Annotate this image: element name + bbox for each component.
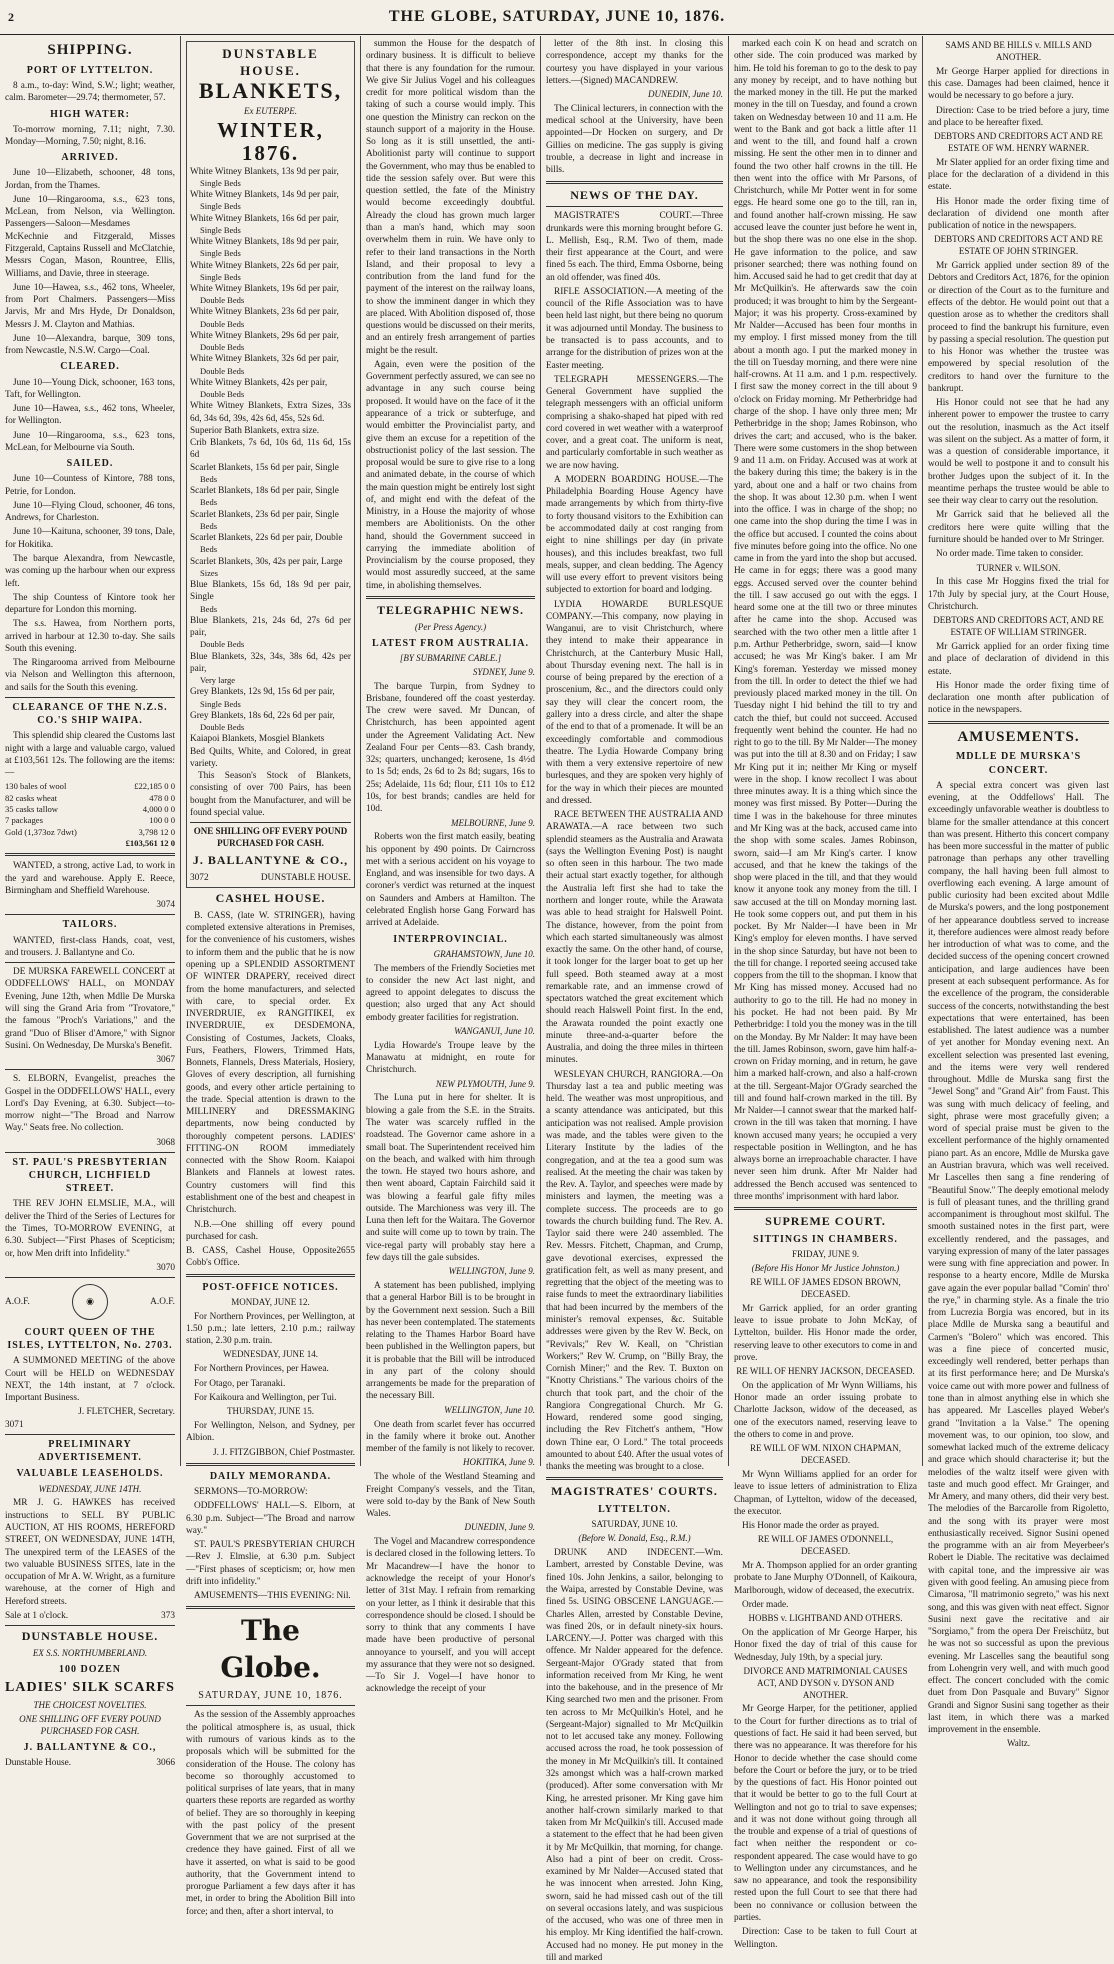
shipping-note: The ship Countess of Kintore took her departure for London this morning.: [5, 592, 175, 616]
case-text: His Honor made the order fixing time of declaration one month after publication of notice in the newspapers.: [928, 680, 1109, 716]
magistrates-report: DRUNK AND INDECENT.—Wm. Lambert, arrested by Constable Devine, was fined 10s. John Jenkins, a sailor, belonging to the Waipa, arrested by Constable Devine, was fined 5s. USING OBSCENE LANGUAGE.—Charles Allen, arrested by Constable Devine, was fined 20s, or in default ninety-six hours. LARCENY.—J. Potter was charged with this offence. Mr Nalder appeared for the defence. Sergeant-Major O'Grady stated that from information received from Mr King, he went into the bakehouse, and in the presence of Mr King searched two men and the prisoner. From ten across to Mr McQuilkin's Hotel, and he (Sergeant-Major) signalled to Mr McQuilkin not to let accused take any money. Following accused across the road, he took possession of the money in Mr McQuilkin's till. It contained 32s amongst which was a half-crown marked (produced). After some conversation with Mr King, he arrested prisoner. Mr King gave him another half-crown similarly marked to that taken from Mr McQuilkin's till. Accused made a statement to the effect that he had been given it by Mr McQuilkin, that morning, for change. Also had a pint of beer on credit. Cross-examined by Mr Nalder—Accused stated that he was innocent when arrested. John King, sworn, said he had missed cash out of the till on several occasions lately, and was suspicious of the accused, who was one of three men in his employ. Mr King identified the half-crown. Accused had no money. He put money in the till and marked: [546, 1548, 723, 1963]
post-day: MONDAY, JUNE 12.: [231, 1296, 310, 1307]
dateline: SYDNEY, June 9.: [472, 666, 535, 677]
silk-scarfs-heading: LADIES' SILK SCARFS: [5, 1680, 175, 1695]
winter-heading: WINTER, 1876.: [217, 118, 324, 166]
shipping-note: The barque Alexandra, from Newcastle, was coming up the harbour when our express left.: [5, 553, 175, 589]
cashel-nb: N.B.—One shilling off every pound purchased for cash.: [186, 1219, 355, 1242]
post-notice: For Wellington, Nelson, and Sydney, per Albion.: [186, 1421, 355, 1444]
sydney-news: The barque Turpin, from Sydney to Brisbane, foundered off the coast yesterday. The crew were saved. Mr Duncan, of Christchurch, has been appointed agent under the Agreement Validating Act. New Zealand Four per Cents—83. Cash brandy, 32s; quarters, unchanged; kerosene, 1s 4½d to 1s 5d; ends, 2s 6d to 2s 8d; sugars, 16s to 25s; Adelaide, 11s 6d; flour, £11 10s to £12 10s, for best brands; candles are held for 10d.: [366, 681, 535, 815]
post-notice: For Northern Provinces, per Wellington, at 1.50 p.m.; late letters, 2.10 p.m.; railway station, 2.30 p.m. train.: [186, 1311, 355, 1347]
case-text: Mr Garrick applied for an order fixing time and place of declaration of dividend in this estate.: [928, 641, 1109, 677]
ad-number: 3070: [156, 1262, 175, 1273]
blanket-price-list: [190, 166, 351, 771]
news-item: LYDIA HOWARDE BURLESQUE COMPANY.—This company, now playing in Wanganui, are to visit Christchurch, where they intend to make their appearance in Christchurch, at the Canterbury Music Hall, about Thursday evening next. The hall is in course of being prepared by the erection of a proscenium, &c., and the directors could only say they will clear the concert room, the gallery into a dress circle, and alter the shape of the end to that of a promenade. It will be an exceedingly comfortable and commodious theatre. The Lydia Howarde Company bring with them a very extensive repertoire of new burlesques, and they are spoken very highly of for the way in which their pieces are mounted and dressed.: [546, 599, 723, 806]
concert-review-end: Waltz.: [1006, 1738, 1030, 1749]
cashel-footer: B. CASS, Cashel House, Opposite Cobb's Office. 2655: [186, 1246, 355, 1269]
case-title: DEBTORS AND CREDITORS ACT, AND RE ESTATE OF WILLIAM STRINGER.: [933, 615, 1104, 638]
arrival-entry: June 10—Alexandra, barque, 309 tons, from Newcastle, N.S.W. Cargo—Coal.: [5, 333, 175, 357]
auction-footer: Sale at 1 o'clock. 373: [5, 1610, 175, 1621]
ballantyne-signature: J. BALLANTYNE & CO.,: [192, 852, 349, 867]
blanket-item: Grey Blankets, 12s 9d, 15s 6d per pair, Single Beds: [190, 687, 335, 709]
wellington-news: A statement has been published, implying that a general Harbor Bill is to be brought in by the Government next session. Such a Bill has never been contemplated. The statements relating to the Thames Harbor Board have been published in the Wellington papers, but it is probable that the Bill will be introduced in any part of the colony should arrangements be made for the preparation of the necessary Bill.: [366, 1281, 535, 1402]
column-1: [0, 36, 180, 1769]
court-date: FRIDAY, JUNE 9.: [791, 1249, 860, 1260]
case-text: On the application of Mr Wynn Williams, his Honor made an order issuing probate to Charlotte Jackson, widow of the deceased, as one of the executors named, reserving leave to the others to come in and prove.: [734, 1380, 917, 1441]
post-day: THURSDAY, JUNE 15.: [226, 1406, 315, 1417]
case-text: Mr Garrick said that he believed all the creditors here were quite willing that the furniture should be handed over to Mr Stringer.: [928, 510, 1109, 546]
ad-number: 3074: [156, 900, 175, 911]
blanket-item: Blue Blankets, 15s 6d, 18s 9d per pair, Single Beds: [190, 580, 351, 614]
clearance-heading: CLEARANCE OF THE N.Z.S. CO.'S SHIP WAIPA.: [12, 701, 168, 727]
dateline: HOKITIKA, June 9.: [463, 1457, 535, 1468]
weather-report: 8 a.m., to-day: Wind, S.W.; light; weather, calm. Barometer—29.74; thermometer, 57.: [5, 80, 175, 104]
case-title: DEBTORS AND CREDITORS ACT AND RE ESTATE OF WM. HENRY WARNER.: [934, 131, 1103, 153]
blanket-item: Blue Blankets, 32s, 34s, 38s 6d, 42s per pair, Very large: [190, 651, 351, 686]
post-notice: For Northern Provinces, per Hawea.: [194, 1364, 329, 1375]
dateline: WELLINGTON, June 10.: [444, 1404, 535, 1415]
case-title: HOBBS v. LIGHTBAND AND OTHERS.: [748, 1613, 903, 1624]
case-text: Mr Slater applied for an order fixing time and place for the declaration of a dividend in this estate.: [928, 157, 1109, 193]
hawkes-auction-ad: MR J. G. HAWKES has received instructions to SELL BY PUBLIC AUCTION, AT HIS ROOMS, HEREFORD STREET, ON WEDNESDAY, JUNE 14TH, The unexpired term of the LEASES of the two valuable BUSINESS SITES, late in the occupation of Mr A. W. Wright, as a furniture warehouse, at the corner of High and Hereford streets.: [5, 1498, 175, 1607]
australia-heading: LATEST FROM AUSTRALIA.: [372, 637, 529, 649]
case-title: RE WILL OF WM. NIXON CHAPMAN, DECEASED.: [749, 1443, 902, 1466]
elborn-ad: S. ELBORN, Evangelist, preaches the Gospel in the ODDFELLOWS' HALL, every Lord's Day Evening, at 6.30. Subject—to-morrow night—"The Broad and Narrow Way." Seats free. No collection.: [5, 1074, 175, 1134]
leader-article: As the session of the Assembly approaches the political atmosphere is, as usual, thick with rumours of various kinds as to the proposals which will be submitted for the consideration of the House. The colony has become so thoroughly accustomed to political surprises of late years, that in many quarters these reports are regarded as worthy of belief. They are so thoroughly in keeping with the past policy of the present Government that we are not surprised at the credence they have gained. First of all we have it asserted, on what is said to be good authority, that the Government intend to prorogue Parliament a few days after it has met, in order to bring the Abolition Bill into force; and then, after a short interval, to: [186, 1710, 355, 1917]
dunstable-blankets-ad: [186, 41, 355, 888]
blanket-item: White Witney Blankets, 14s 9d per pair, Single Beds: [190, 190, 339, 212]
high-water-heading: HIGH WATER:: [50, 108, 130, 120]
case-text: His Honor made the order fixing time of declaration of dividend one month after publication of notice in the newspapers.: [928, 196, 1109, 232]
leaseholds-heading: VALUABLE LEASEHOLDS.: [16, 1468, 164, 1480]
column-3: [360, 36, 540, 1695]
dunstable-heading: DUNSTABLE HOUSE.: [21, 1629, 159, 1644]
blankets-heading: BLANKETS,: [198, 78, 343, 104]
dateline: MELBOURNE, June 9.: [451, 817, 535, 828]
demurska-concert-ad: DE MURSKA FAREWELL CONCERT at ODDFELLOWS' HALL, on MONDAY Evening, June 12th, when Mdlle De Murska will sing the Grand Aria from "Trovatore," the famous "Proch's Variations," and the grand "Duo of Bliser d'Amore," with Signor Susini. On Wednesday, De Murska's Benefit.: [5, 967, 175, 1051]
wanganui-news: Lydia Howarde's Troupe leave by the Manawatu at midnight, en route for Christchurch.: [366, 1040, 535, 1076]
news-item: TELEGRAPH MESSENGERS.—The General Government have supplied the telegraph messengers with an official uniform comprising a shako-shaped hat piped with red cord covered in wet weather with a waterproof cover, and a great coat. The uniform is neat, and particularly comfortable in such weather as we are now having.: [546, 374, 723, 471]
column-2: [180, 36, 360, 1917]
ad-number: 3067: [156, 1055, 175, 1066]
stock-note: This Season's Stock of Blankets, consisting of over 700 Pairs, has been bought from the Manufacturer, and will be found special value.: [190, 771, 351, 818]
page-number: 2: [8, 10, 15, 24]
case-title: DIVORCE AND MATRIMONIAL CAUSES ACT, AND DYSON v. DYSON AND ANOTHER.: [743, 1665, 908, 1700]
sailed-entry: June 10—Kaituna, schooner, 39 tons, Dale, for Hokitika.: [5, 527, 175, 550]
dunedin-news: The Vogel and Macandrew correspondence is declared closed in the following letters. To Mr Macandrew—I have the honor to acknowledge the receipt of your Honor's letter of 31st May. I refrain from remarking on your letter, as I think it desirable that this correspondence should be closed. I should be sorry to think that any comments I have made have been productive of personal annoyance to yourself, and you will accept my assurance that they were not so designed.—To Sir J. Vogel—I have honor to acknowledge the receipt of your: [366, 1537, 535, 1695]
ship-source: Ex EUTERPE.: [244, 105, 297, 116]
blanket-item: White Witney Blankets, 32s 6d per pair, Double Beds: [190, 354, 339, 376]
grahamstown-news: The members of the Friendly Societies met to consider the new Act last night, and agreed to appoint delegates to discuss the question; also urged that any Act should embody greater facilities for registration.: [366, 963, 535, 1023]
concert-review: A special extra concert was given last evening, at the Oddfellows' Hall. The exceedingly unfavorable weather is doubtless to blame for the smaller attendance at this concert than was present. Hitherto this concert company has been more successful in the matter of public patronage than perhaps any other travelling company, the hall having been full almost to overflowing each evening. A large amount of public curiosity had been excited about Mdlle de Murska's powers, and the long postponement of her appearance doubtless served to increase it, therefore audiences were almost ready before her introduction of what was to come, and the decided success of the opening concert crowned anticipation, and large audiences have been present at each subsequent performance. As for the excellence of the program, the considerable success of the concerts, notwithstanding the best expectations that were entertained, has been established. The latest audience was a number of yet another for Monday evening next. An excellent selection was presented last evening, and the items were very well rendered throughout. Mdlle de Murska sang first the "Jewel Song" and "Grand Air" from Faust. This was sung with much delicacy of feeling, and sight, phrase were most gracefully given; a word of special praise must be given to the excellent performance of the highly ornamented piano part. As an encore, Mdlle de Murska gave an Austrian bravura, which was well received. Mr Lascelles then sang a fine rendering of "Beautiful Snow." The deeply emotional melody is full of pleasant tunes, and the thrilling grand accompaniment is throughout most skilful. The smooth sustained notes in the first part, were excellently rendered, and the passages, and varying expression of many of the later passages were sung with fine appreciation and power. In response to a hearty encore, Mdlle de Murska gave again the ever popular ballad "Comin' thro' the rye," in charming style. As a finale the trio from Lucrezia Borgia was encored, but in its place Mdlle de Murska sang a beautiful and Carmen's "Bolero" which was encored. This was a fine piece of concerted music, exceedingly well rendered, better perhaps than at its first performance here; and De Murska's voice came out with more power and fullness of tone than in almost anything else in which she has appeared. Mr Lascelles played Weber's grand "Invitation a la Valse." The opening movement was, to our opinion, too slow, and somewhat lacked much of the extreme delicacy and grace which should characterise it; but the melodies of the waltz itself were given with taste and much good effect. Mr Grainger, and Mr Amery, and many others, did their very best. The melodies of the Barcarolle from Rigoletto, and the song with its prayer were most enthusiastically received. Signor Susini opened the programme with an air from Meyerbeer's Robert le Diable. The recitative was declaimed with capital tone, and the impressive air was given with good feeling. An amusing piece from Cimarosa, "Il matrimonio segreto," was his next song, and this was given with neat effect. Signor Susini next gave the recitative and air "Sorgiamo," from the opera Der Freischütz, but he was not so successful as upon the previous evening. Mr Lascelles sang the beautiful song from Lohengrin very well, and with much good effect. The concert concluded with the comic duet from Don Pasquale and Buvary" Signor Grandi and Signor Susini sang together as their last item, in which there was a marked improvement in the ensemble.: [928, 780, 1109, 1736]
dateline: WANGANUI, June 10.: [454, 1025, 535, 1036]
court-bench: (Before W. Donald, Esq., R.M.): [578, 1533, 691, 1544]
cashel-ad: B. CASS, (late W. STRINGER), having completed extensive alterations in Premises, for the convenience of his customers, wishes to inform them and the public that he is now opening up a SPLENDID ASSORTMENT OF WINTER DRAPERY, received direct from the home manufacturers, and selected with care, to special order. Ex INVERDRUIE, ex RANGITIKEI, ex INVERDRUIE, ex DESDEMONA, Consisting of Costumes, Jackets, Cloaks, Furs, Feathers, Flowers, Trimmed Hats, Bonnets, Flannels, Dress Materials, Hosiery, Gloves of every description, all furnishing goods, and every other article pertaining to the trade. Special attention is drawn to the MILLINERY and DRESSMAKING departments, now being conducted by thoroughly competent persons. LADIES' FITTING-ON ROOM immediately connected with the Show Room. Kaiapoi Blankets and Flannels at lowest rates. Country customers will find this establishment one of the best and cheapest in Christchurch.: [186, 910, 355, 1216]
memo-entry: AMUSEMENTS—THIS EVENING: Nil.: [194, 1591, 351, 1602]
leaseholds-date: WEDNESDAY, JUNE 14TH.: [38, 1483, 142, 1494]
concert-heading: MDLLE DE MURSKA'S CONCERT.: [955, 751, 1082, 776]
st-pauls-heading: ST. PAUL'S PRESBYTERIAN CHURCH, LICHFIELD STREET.: [12, 1156, 168, 1195]
court-bench: (Before His Honor Mr Justice Johnston.): [751, 1263, 900, 1274]
case-text: In this case Mr Hoggins fixed the trial for 17th July by special jury, at the Court House, Christchurch.: [928, 577, 1109, 612]
cleared-entry: June 10—Ringarooma, s.s., 623 tons, McLean, for Melbourne via South.: [5, 430, 175, 453]
court-notice: A SUMMONED MEETING of the above Court will be HELD on WEDNESDAY NEXT, the 14th instant, at 7 o'clock. Important Business.: [5, 1356, 175, 1404]
memo-entry: ODDFELLOWS' HALL—S. Elborn, at 6.30 p.m. Subject—"The Broad and narrow way.": [186, 1501, 355, 1536]
melbourne-news: Roberts won the first match easily, beating his opponent by 490 points. Dr Cairncross met with a serious accident on his voyage to England, and was insensible for two days. A coroner's verdict was returned at the inquest on Saunders and Ambers at Hamilton. The celebrated English horse Gang Forward has arrived at Adelaide.: [366, 832, 535, 929]
shipping-heading: SHIPPING.: [47, 42, 133, 58]
case-text: Mr Garrick applied, for an order granting leave to issue probate to John McKay, of Lyttelton, builder. His Honor made the order, reserving leave to other executors to come in and prove.: [734, 1303, 917, 1363]
dozen-count: 100 DOZEN: [58, 1663, 122, 1675]
columns: [0, 36, 1114, 1963]
leader-article-cont: summon the House for the despatch of ordinary business. It is difficult to believe that there is any foundation for the rumour. We give Sir Julius Vogel and his colleagues credit for more political wisdom than the taking of such a course would imply. This one question the Ministry can reckon on the staunch support of a majority in the House. So long as it is still unsettled, the anti-Abolitionist party will continue to support the Government, who may thus be enabled to tide the session safely over. But were this question settled, the fate of the Ministry would become exceedingly doubtful. Already the cloud has grown much larger than a man's hand, which may soon overwhelm them in ruin. We have only to refer to their land transactions in the North Island, and their proposal to levy a contribution from the land fund for the payment of the interest on the railway loans, to show the imminent danger in which they are placed. With Abolition disposed of, those questions would be discussed on their merits, and an entirely fresh arrangement of parties might be the result.: [366, 39, 535, 356]
dateline: DUNEDIN, June 10.: [648, 89, 723, 100]
case-text: Direction: Case to be tried before a jury, time and place to be hereafter fixed.: [928, 105, 1109, 128]
memo-entry: SERMONS—TO-MORROW:: [194, 1487, 308, 1497]
post-notice: For Kaikoura and Wellington, per Tui.: [194, 1392, 337, 1403]
case-text: Mr A. Thompson applied for an order granting probate to Jane Murphy O'Donnell, of Kaikoura, Marlborough, widow of deceased, the executrix.: [734, 1561, 917, 1596]
court-signature: J. FLETCHER, Secretary.: [78, 1407, 175, 1418]
press-agency-line: (Per Press Agency.): [414, 621, 487, 632]
shipping-note: The Ringarooma arrived from Melbourne via Nelson and Wellington this afternoon, and sails for the South this evening.: [5, 658, 175, 693]
aof-banner: [5, 1281, 175, 1323]
blanket-item: White Witney Blankets, 18s 9d per pair, Single Beds: [190, 237, 339, 259]
case-text: On the application of Mr George Harper, his Honor fixed the day of trial of this cause for Wednesday, July 19th, by a special jury.: [734, 1628, 917, 1663]
novelties-line: THE CHOICEST NOVELTIES.: [33, 1700, 147, 1711]
lyttelton-heading: LYTTELTON.: [598, 1504, 671, 1516]
blanket-item: Superior Bath Blankets, extra size.: [190, 425, 320, 436]
dunstable-heading: DUNSTABLE HOUSE.: [222, 46, 319, 79]
preliminary-heading: PRELIMINARY ADVERTISEMENT.: [38, 1439, 142, 1464]
cleared-heading: CLEARED.: [60, 361, 120, 373]
blanket-item: Scarlet Blankets, 22s 6d per pair, Double Beds: [190, 533, 343, 555]
amusements-heading: AMUSEMENTS.: [957, 728, 1080, 745]
aof-label: A.O.F.: [150, 1296, 175, 1307]
ad-number: 3068: [156, 1137, 175, 1148]
aof-label: A.O.F.: [5, 1296, 30, 1307]
news-item: RIFLE ASSOCIATION.—A meeting of the council of the Rifle Association was to have been held last night, but there being no quorum it was adjourned until Monday. The business to be transacted is to pass accounts, and to arrange for the distribution of prizes won at the Easter meeting.: [546, 286, 723, 371]
clearance-total: £103,561 12 0: [125, 838, 175, 849]
masthead: [0, 0, 1114, 35]
case-title: RE WILL OF HENRY JACKSON, DECEASED.: [736, 1366, 915, 1377]
arrival-entry: June 10—Ringarooma, s.s., 623 tons, McLean, from Nelson, via Wellington. Passengers—Saloon—Mesdames McKechnie and Fitzgerald, Misses Fitzgerald, Captains Russell and McClatchie, Messrs Cogan, Mason, Rountree, Ellis, Williams, and Davie, three in steerage.: [5, 194, 175, 279]
telegraphic-heading: TELEGRAPHIC NEWS.: [376, 602, 525, 617]
arrived-heading: ARRIVED.: [61, 152, 119, 164]
blanket-item: White Witney Blankets, 23s 6d per pair, Double Beds: [190, 307, 339, 329]
court-heading: COURT QUEEN OF THE ISLES, LYTTELTON, No. 2703.: [7, 1327, 173, 1352]
arrival-entry: June 10—Elizabeth, schooner, 48 tons, Jordan, from the Thames.: [5, 168, 175, 191]
news-item: WESLEYAN CHURCH, RANGIORA.—On Thursday last a tea and public meeting was held. The weather was most unpropitious, and a scanty attendance was anticipated, but this anticipation was not realised. Ample provision was made, and the tables were given to the Literary Institute by the ladies of the congregation, and at the tea a good sum was realised. At the meeting the chair was taken by the Rev. A. Taylor, and speeches were made by ministers and laymen, the meeting was a complete success. The proceeds are to go towards the church building fund. The Rev. A. Taylor said there were 240 assembled. The Rev. Messrs. Fitchett, Chapman, and Crump, gave devotional exercises, expressed the gratification felt, as well as many present, and regretting that the object of the meeting was to raise funds to meet the extraordinary liabilities that had been incurred by the members of the minister's removal expenses, &c. Suitable addresses were given by the Rev W. Beck, on "Revivals;" Rev W. Keall, on "Christian Workers;" Rev W. Crump, on "Billy Bray, the Cornish Miner;" and the Rev. T. Buxton on "Knotty Christians." The various choirs of the church that took part, and the choir of the Rangiora Congregational Church. Mr G. Howard, rendered some good singing, including the Rev Fitchett's anthem, "How down Thine ear, O Lord." The total proceeds amounted to about £40. After the usual votes of thanks the meeting was brought to a close.: [546, 1069, 723, 1473]
sailed-heading: SAILED.: [66, 458, 114, 470]
news-item: A MODERN BOARDING HOUSE.—The Philadelphia Boarding House Agency have made arrangements by which from thirty-five to forty thousand visitors to the Exhibition can be accommodated daily at cost ranging from eight to nine shillings per day (in private houses), and this includes breakfast, two full meals, supper, and clean bedding. The Agency will use every effort to prevent visitors being subjected to extortion for board and lodging.: [546, 474, 723, 596]
magistrates-heading: MAGISTRATES' COURTS.: [551, 1484, 718, 1499]
cash-discount: ONE SHILLING OFF EVERY POUND PURCHASED FOR CASH.: [19, 1714, 161, 1737]
shipping-note: The s.s. Hawea, from Northern ports, arrived in harbour at 12.30 to-day. She sails South this evening.: [5, 619, 175, 654]
post-office-heading: POST-OFFICE NOTICES.: [202, 1281, 339, 1293]
blanket-item: Grey Blankets, 18s 6d, 22s 6d per pair, Double Beds: [190, 710, 335, 733]
ballantyne-footer: Dunstable House. 3066: [5, 1758, 175, 1769]
memo-entry: ST. PAUL'S PRESBYTERIAN CHURCH—Rev J. Elmslie, at 6.30 p.m. Subject—"First phases of scepticism; or, how men drift into infidelity.": [186, 1540, 355, 1587]
case-text: Mr George Harper applied for directions in this case. Damages had been claimed, hence it would be necessary to go before a jury.: [928, 66, 1109, 102]
postmaster-signature: J. J. FITZGIBBON, Chief Postmaster.: [212, 1447, 355, 1458]
cashel-heading: CASHEL HOUSE.: [215, 891, 326, 906]
cleared-entry: June 10—Young Dick, schooner, 163 tons, Taft, for Wellington.: [5, 377, 175, 400]
dateline: NEW PLYMOUTH, June 9.: [435, 1078, 535, 1089]
case-text: His Honor could not see that he had any inherent power to empower the trustee to carry out the resolution, inasmuch as the Act itself was silent on the subject. As a matter of form, it was a question of considerable importance, it would be well to postpone it and to consult his brother Judges upon the subject of it. In the meantime perhaps the trustee would be able to see their way clear to carry out the resolution.: [928, 398, 1109, 507]
supreme-court-heading: SUPREME COURT.: [765, 1214, 886, 1229]
high-water-times: To-morrow morning, 7.11; night, 7.30. Monday—Morning, 7.50; night, 8.16.: [5, 124, 175, 147]
dateline: GRAHAMSTOWN, June 10.: [433, 948, 535, 959]
case-text: No order made. Time taken to consider.: [936, 549, 1084, 560]
masthead-title: THE GLOBE, SATURDAY, JUNE 10, 1876.: [388, 8, 726, 25]
blanket-item: White Witney Blankets, 22s 6d per pair, Single Beds: [190, 260, 339, 282]
blanket-item: Scarlet Blankets, 15s 6d per pair, Single Beds: [190, 462, 339, 484]
column-4: [540, 36, 728, 1963]
clearance-item: 35 casks tallow 4,000 0 0: [5, 804, 175, 815]
blanket-item: White Witney Blankets, Extra Sizes, 33s 6d, 34s 6d, 39s, 42s 6d, 45s, 52s 6d.: [190, 401, 351, 424]
blanket-item: Bed Quilts, White, and Colored, in great variety.: [190, 746, 351, 769]
magistrates-report-cont: marked each coin K on head and scratch on other side. The coin produced was marked by him. He told his foreman to go to the desk to pay any money by receipt, and to have nothing but the marked money in the till. He put the marked money in the till on Tuesday, and found a crown taken on Wednesday between 10 and 11 a.m. He went to the Bank and got back a little after 11 and went to the till, and found half a crown missing. He sent the other men in to dinner and found the two other half crowns in the till. He then went into the office with Mr Parsons, of Christchurch, while Mr Potter went in for some eggs. He heard some one go to the till, ran in, and found another half-crown missing. He saw accused leave the counter just before he went in, but the shop there was no one else in the shop. He gave information to the police, and saw prisoner searched; there was nothing found on him. Accused said he had to get credit that day at Mr McQuilkin's. He afterwards saw the coin produced; it was brought to him by the Sergeant-Major; it was his property. Cross-examined by Mr Nalder—Accused has been four months in my employ. I first missed money from the till about a month ago. I put the marked money in the till on Tuesday morning, and there were nine half-crowns. At 11 a.m. and 1 p.m. respectively. I first saw the money correct in the till about 9 o'clock on Friday morning. Mr Petherbridge had charge of the shop. I have only three men; Mr Petherbridge in the shop; James Robinson, who drives the cart; and accused, who is the baker. There were some customers in the shop between 9 and 11 a.m. on Friday. Accused was at work at the bakery during this time; the bakery is in the yard, about one and a half or two chains from the shop. It was about 12.30 p.m. when I went into the office. I was in charge of the shop; no one came into the shop during the time I was in the office but accused. I counted the coins about five minutes before going into the office. No one came in from the yard into the shop but accused. He came in for eggs; there was a good many eggs. Accused served over the counter behind the till. I saw accused go out with the eggs. I heard some one at the till two or three minutes after he came into the shop. Accused was searched with the two other men a little after 1 p.m. Arthur Petherbridge, sworn, said—I know accused; he was Mr King's baker. I am Mr King's foreman. Yesterday we missed money from the till. In order to detect the thief we had previously placed marked money in the till. On Tuesday night I hid behind the till to try and catch the thief, but could not succeed. Accused frequently went behind the counter. He had no right to go to the till. By Mr Nalder—The money was put into the till at 8.30 and on Friday; I saw Mr King put it in; neither Mr King or myself were in the shop. I know recollect I was about three minutes away. It is a thing which since the money was first missed. By Potter—During the time I was in the bakehouse for three minutes and Mr King was at the back, accused came into the shop with some scales. James Robinson, sworn, said—I am Mr King's carter. I know accused, and that he knew the takings of the shop were placed in the till, and that they would know it anyone took any money from the till. I saw accused at the till on Monday morning last. He took some coppers out, and put them in his pocket. By Mr Nalder—I have been in Mr King's employ for eleven months. I have served in the shop since Saturday, but have not been to the till for change. I reported seeing accused take coppers from the till to the shopman. I know that Mr King has missed money. Accused had no authority to go to the till. He had no money in his pocket. He had not been paid. By Mr Petherbridge: I told you the money was in the till on the Monday. By Mr Nalder: It may have been the till. James Robinson, sworn, gave him half-a-crown on Friday morning, and in return, he gave him a marked half-crown, and also a half-crown at the till. Sergeant-Major O'Grady searched the till and found half-crown marked in the till. By Mr Nalder—I cannot swear that the marked half-crown in the till was taken that morning. I have known accused many years; he occupied a very respectable position in Wellington, and he has always borne an irreproachable character. I have never seen him drunk. After Mr Nalder had addressed the Bench accused was sentenced to three months' imprisonment with hard labor.: [734, 39, 917, 1202]
blanket-item: Scarlet Blankets, 23s 6d per pair, Single Beds: [190, 509, 339, 531]
ship-source: EX S.S. NORTHUMBERLAND.: [32, 1647, 148, 1658]
blanket-item: White Witney Blankets, 42s per pair, Double Beds: [190, 377, 328, 400]
memoranda-heading: DAILY MEMORANDA.: [209, 1470, 332, 1482]
clearance-item: Gold (1,373oz 7dwt) 3,798 12 0: [5, 826, 175, 837]
news-item: RACE BETWEEN THE AUSTRALIA AND ARAWATA.—A race between two such splendid steamers as the Australia and Arawata (says the Wellington Evening Post) is naught so often seen in this harbour. The two made their actual start exactly together, for although the Australia left first she had to take the northern and longer route, while the Arawata was able to head straight for Halswell Point. The distance, however, from the point from which each started simultaneously was almost exactly the same. On the other hand, of course, it took longer for the larger boat to get up her full speed. Both steamed away at a most remarkable rate, and an immense crowd of spectators watched the great excitement which should reach Halswell Point first. In the end, the Arawata rounded the point exactly one minute three-and-a-quarter before the Australia, and doing the three miles in thirteen minutes.: [546, 810, 723, 1066]
globe-dateline: SATURDAY, JUNE 10, 1876.: [198, 1690, 343, 1702]
dunedin-news-cont: letter of the 8th inst. In closing this correspondence, accept my thanks for the courtesy you have displayed in your various letters.—(Signed) MACANDREW.: [546, 39, 723, 86]
case-text: Mr Garrick applied under section 89 of the Debtors and Creditors Act, 1876, for the opinion or direction of the Court as to the furniture and effects of the debtor. He would point out that a question arose as to whether the creditors shall proceed to find the bankrupt his furniture, even by passing a special resolution. The question put to his Honor was whether the trustee was empowered by special resolution of the creditors to hand over the furniture to the bankrupt.: [928, 261, 1109, 394]
blanket-item: White Witney Blankets, 13s 9d per pair, Single Beds: [190, 166, 339, 188]
hokitika-news: The whole of the Westland Steaming and Freight Company's vessels, and the Titan, were sold to-day by the Bank of New South Wales.: [366, 1472, 535, 1520]
blanket-item: White Witney Blankets, 29s 6d per pair, Double Beds: [190, 330, 339, 353]
blanket-item: Blue Blankets, 21s, 24s 6d, 27s 6d per pair, Double Beds: [190, 615, 351, 650]
dateline: DUNEDIN, June 9.: [464, 1522, 535, 1533]
cable-line: [BY SUBMARINE CABLE.]: [399, 652, 502, 663]
blanket-item: White Witney Blankets, 16s 6d per pair, Single Beds: [190, 213, 339, 235]
case-title: TURNER v. WILSON.: [976, 562, 1061, 573]
clearance-intro: This splendid ship cleared the Customs last night with a large and valuable cargo, valued at £103,561 12s. The following are the items:—: [5, 731, 175, 779]
arrival-entry: June 10—Hawea, s.s., 462 tons, Wheeler, from Port Chalmers. Passengers—Miss Jarvis, Mr and Mrs Hyde, Dr Donaldson, Messrs J. M. Clayton and Mathias.: [5, 282, 175, 330]
post-day: WEDNESDAY, JUNE 14.: [222, 1349, 318, 1360]
dunedin-news: The Clinical lecturers, in connection with the medical school at the University, have been appointed—Dr Hocken on surgery, and Dr Gillies on medicine. The gas supply is giving trouble, a decrease in light and increase in bills.: [546, 103, 723, 176]
case-text: Direction: Case to be taken to full Court at Wellington.: [734, 1927, 917, 1950]
ballantyne-footer: 3072 DUNSTABLE HOUSE.: [190, 872, 351, 883]
blanket-item: Scarlet Blankets, 18s 6d per pair, Single Beds: [190, 486, 339, 508]
case-text: Mr Wynn Williams applied for an order for leave to issue letters of administration to Eliza Chapman, of Lyttelton, widow of the deceased, the executor.: [734, 1470, 917, 1517]
cleared-entry: June 10—Hawea, s.s., 462 tons, Wheeler, for Wellington.: [5, 404, 175, 427]
case-title: RE WILL OF JAMES O'DONNELL, DECEASED.: [757, 1534, 894, 1557]
blanket-item: Scarlet Blankets, 30s, 42s per pair, Large Sizes: [190, 556, 343, 578]
wanted-hands-ad: WANTED, first-class Hands, coat, vest, and trousers. J. Ballantyne and Co.: [5, 935, 175, 958]
clearance-item: 7 packages 100 0 0: [5, 815, 175, 826]
news-of-the-day-heading: NEWS OF THE DAY.: [570, 187, 699, 202]
tailors-heading: TAILORS.: [62, 919, 118, 931]
column-6: [922, 36, 1114, 1749]
blanket-item: Crib Blankets, 7s 6d, 10s 6d, 11s 6d, 15s 6d: [190, 438, 351, 461]
case-text: His Honor made the order as prayed.: [742, 1521, 880, 1532]
case-title: RE WILL OF JAMES EDSON BROWN, DECEASED.: [750, 1277, 901, 1299]
case-title: DEBTORS AND CREDITORS ACT AND RE ESTATE OF JOHN STRINGER.: [934, 234, 1103, 257]
leader-article-cont: Again, even were the position of the Government perfectly assured, we can see no advantage in any such course being proposed. It would have on the face of it the appearance of a trick or subterfuge, and would embitter the Provincialist party, and give them an excuse for a repetition of the obstructionist policy of the last session. The proposal would be sure to give rise to a long and animated debate, in the course of which the main question might be entirely lost sight of, and might end with the defeat of the Ministry, in a House the majority of whose members are Abolitionists. On the other hand, should the Government succeed in carrying the immediate abolition of Provincialism by the course proposed, they would most assuredly succeed, at the same time, in abolishing themselves.: [366, 359, 535, 591]
clearance-item: 82 casks wheat 478 0 0: [5, 792, 175, 803]
new-plymouth-news: The Luna put in here for shelter. It is blowing a gale from the S.E. in the Straits. The water was scarcely ruffled in the roadstead. The Governor came ashore in a small boat. The Superintendent received him on the beach, and walked with him through the town. He stayed two hours ashore, and then went aboard, Captain Fairchild said it was blowing a fearful gale fifty miles outside. The Marchioness was very ill. The Luna then left for the Waitara. The Governor and suite will come up to town by train. The vice-regal party will probably stay here a few days till the gale subsides.: [366, 1093, 535, 1263]
ballantyne-signature: J. BALLANTYNE & CO.,: [23, 1742, 157, 1754]
sailed-entry: June 10—Countess of Kintore, 788 tons, Petrie, for London.: [5, 474, 175, 497]
globe-nameplate: The Globe.: [220, 1614, 321, 1685]
news-item: MAGISTRATE'S COURT.—Three drunkards were this morning brought before G. L. Mellish, Esq., R.M. Two of them, made their first appearance at the Court, and were fined 5s each. The third, Emma Osborne, being an old offender, was fined 40s.: [546, 211, 723, 283]
blanket-item: Kaiapoi Blankets, Mosgiel Blankets: [190, 734, 325, 745]
interprovincial-heading: INTERPROVINCIAL.: [393, 933, 508, 945]
case-text: Mr George Harper, for the petitioner, applied to the Court for further directions as to trial of questions of fact. He said it had been served, but there was no appearance. It was therefore for his Honor to decide whether the case should come before the Court or before the jury, or to be tried by the questions of fact. His Honor pointed out that it would be better to go to the full Court at Wellington and not go to trial to save expenses; and it was not done without going through all the trouble and expense of a trial of questions of fact when neither the respondent or co-respondent appeared. The case would have to go to Wellington under any circumstances, and he saw no appearance, and took the responsibility rested upon the full Court to see that there had been no connivance or collusion between the parties.: [734, 1704, 917, 1923]
wanted-lad-ad: WANTED, a strong, active Lad, to work in the yard and warehouse. Apply E. Reece, Birmingham and Sheffield Warehouse.: [5, 861, 175, 896]
column-5: [728, 36, 922, 1950]
cash-discount: ONE SHILLING OFF EVERY POUND PURCHASED FOR CASH.: [193, 826, 348, 849]
sailed-entry: June 10—Flying Cloud, schooner, 46 tons, Andrews, for Charleston.: [5, 500, 175, 524]
foresters-emblem-icon: ◉: [72, 1284, 108, 1320]
case-title: SAMS AND BE HILLS v. MILLS AND ANOTHER.: [945, 40, 1092, 62]
wellington-news: One death from scarlet fever has occurred in the family where it broke out. Another member of the family is not likely to recover.: [366, 1419, 535, 1455]
clearance-item: 130 bales of wool £22,185 0 0: [5, 781, 175, 792]
st-pauls-notice: THE REV JOHN ELMSLIE, M.A., will deliver the Third of the Series of Lectures for the Times, TO-MORROW EVENING, at 6.30. Subject—"First Phases of Scepticism; or, how Men drift into Infidelity.": [5, 1199, 175, 1259]
case-text: Order made.: [742, 1599, 789, 1610]
court-date: SATURDAY, JUNE 10.: [591, 1519, 678, 1530]
dateline: WELLINGTON, June 9.: [448, 1266, 535, 1277]
chambers-heading: SITTINGS IN CHAMBERS.: [753, 1234, 898, 1246]
blanket-item: White Witney Blankets, 19s 6d per pair, Double Beds: [190, 283, 339, 306]
post-notice: For Otago, per Taranaki.: [194, 1378, 286, 1389]
ad-number: 3071: [5, 1419, 24, 1430]
port-heading: PORT OF LYTTELTON.: [26, 64, 154, 76]
